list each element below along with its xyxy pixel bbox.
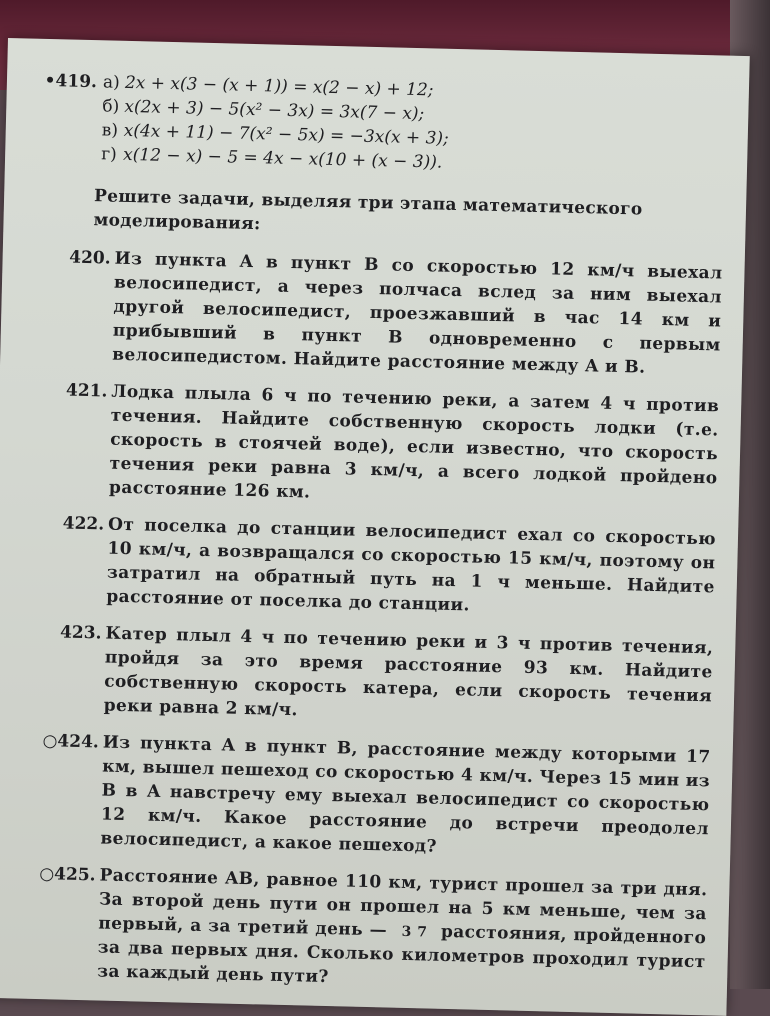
- problem-421: [27, 378, 720, 515]
- problem-text: Из пункта A в пункт B со скоростью 12 км/ч выехал велосипедист, а через полчаса вслед за ним выехал другой велосипедист, проезжавший в час 14 км и прибывший в пункт B одновременно с первым велосипедистом. Найдите расстояние между A и B.: [112, 247, 723, 382]
- problem-text: Лодка плыла 6 ч по течению реки, а затем 4 ч против течения. Найдите собственную скорость лодки (т.е. скорость в стоячей воде), если известно, что скорость течения реки равна 3 км/ч, а всего лодкой пройдено расстояние 126 км.: [109, 380, 720, 515]
- problem-422: [24, 511, 716, 624]
- problem-text-part: Расстояние AB, равное 110 км, турист прошел за три дня. За второй день пути он прошел на 5 км меньше, чем за первый, а за третий день —: [98, 865, 707, 940]
- problem-number: 420.: [30, 245, 115, 367]
- problem-423: [21, 620, 713, 733]
- fraction-numerator: 3: [401, 923, 412, 939]
- problem-number: ○424.: [18, 729, 103, 851]
- problem-number: 423.: [21, 620, 105, 718]
- problem-number: 422.: [24, 511, 108, 609]
- problem-number: •419.: [37, 69, 104, 95]
- page-content: [15, 69, 727, 1012]
- equation-letter: г): [101, 142, 124, 167]
- problem-425: [15, 861, 708, 998]
- fraction: [401, 923, 433, 940]
- problem-424: [18, 729, 711, 866]
- textbook-page: [0, 38, 750, 1016]
- problem-419: [35, 69, 727, 182]
- problem-420: [30, 245, 723, 382]
- problem-text: [97, 863, 708, 998]
- equation-text: x(12 − x) − 5 = 4x − x(10 + (x − 3)).: [123, 143, 443, 175]
- problem-text: Из пункта A в пункт B, расстояние между которыми 17 км, вышел пешеход со скоростью 4 км/ч. Через 15 мин из B в A навстречу ему выехал велосипедист со скоростью 12 км/ч. Какое расстояние до встречи преодолел велосипедист, а какое пешеход?: [100, 731, 711, 866]
- problem-text: От поселка до станции велосипедист ехал со скоростью 10 км/ч, а возвращался со скоростью 15 км/ч, поэтому он затратил на обратный путь на 1 ч меньше. Найдите расстояние от поселка до станции.: [106, 513, 716, 624]
- equation-text: x(4x + 11) − 7(x² − 5x) = −3x(x + 3);: [123, 119, 449, 151]
- equation-letter: б): [102, 94, 125, 119]
- equation-text: x(2x + 3) − 5(x² − 3x) = 3x(7 − x);: [124, 95, 425, 126]
- fraction-denominator: 7: [417, 924, 428, 940]
- problem-text: Катер плыл 4 ч по течению реки и 3 ч против течения, пройдя за это время расстояние 93 км. Найдите собственную скорость катера, если скорость течения реки равна 2 км/ч.: [103, 622, 713, 733]
- problem-text-part: расстояния, пройденного за два первых дня. Сколько километров проходил турист за каждый день пути?: [97, 922, 706, 987]
- equation-letter: в): [101, 118, 124, 143]
- problem-number: ○425.: [15, 861, 100, 983]
- equation-letter: а): [103, 70, 126, 95]
- section-intro: Решите задачи, выделяя три этапа математического моделирования:: [33, 183, 724, 248]
- equation-text: 2x + x(3 − (x + 1)) = x(2 − x) + 12;: [125, 71, 434, 103]
- problem-number: 421.: [27, 378, 112, 500]
